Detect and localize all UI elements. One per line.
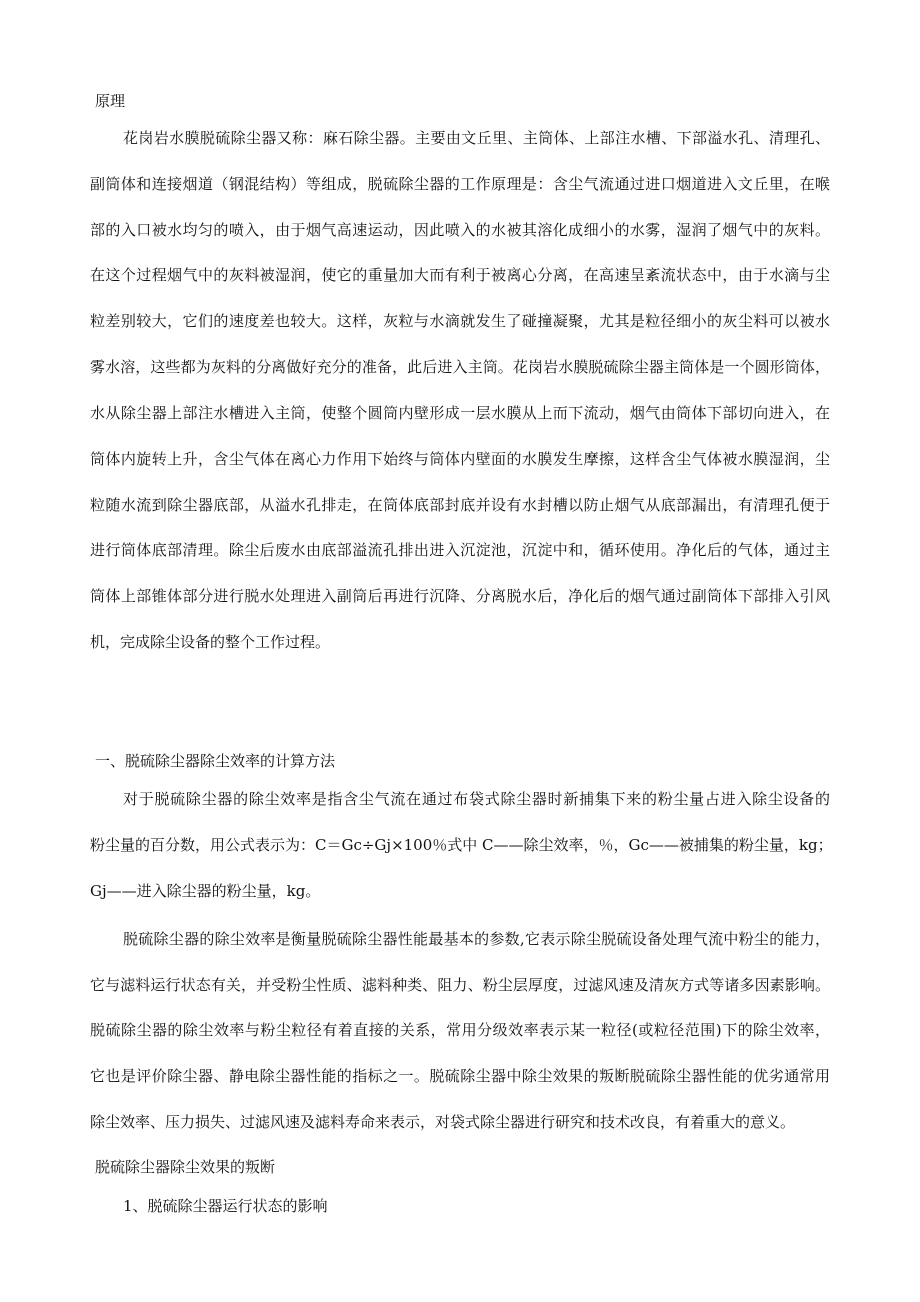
paragraph-line: 粒差别较大，它们的速度差也较大。这样，灰粒与水滴就发生了碰撞凝聚，尤其是粒径细小的灰尘料可以被水 (90, 312, 830, 330)
paragraph-line: 筒体内旋转上升，含尘气体在离心力作用下始终与筒体内壁面的水膜发生摩擦，这样含尘气体被水膜湿润，尘 (90, 450, 830, 468)
paragraph-line: 它与滤料运行状态有关，并受粉尘性质、滤料种类、阻力、粉尘层厚度，过滤风速及清灰方式等诸多因素影响。 (90, 976, 830, 994)
paragraph-line: Gj——进入除尘器的粉尘量，kg。 (90, 882, 321, 900)
paragraph-line: 粉尘量的百分数，用公式表示为：C＝Gc÷Gj×100％式中 C——除尘效率，％，Gc——被捕集的粉尘量，kg； (90, 836, 833, 854)
paragraph-line: 花岗岩水膜脱硫除尘器又称：麻石除尘器。主要由文丘里、主筒体、上部注水槽、下部溢水孔、清理孔、 (123, 129, 830, 147)
paragraph-line: 在这个过程烟气中的灰料被湿润，使它的重量加大而有利于被离心分离，在高速呈紊流状态中，由于水滴与尘 (90, 266, 830, 284)
paragraph-line: 水从除尘器上部注水槽进入主筒，使整个圆筒内壁形成一层水膜从上而下流动，烟气由筒体下部切向进入，在 (90, 404, 830, 422)
paragraph-line: 对于脱硫除尘器的除尘效率是指含尘气流在通过布袋式除尘器时新捕集下来的粉尘量占进入除尘设备的 (123, 790, 830, 808)
paragraph-line: 脱硫除尘器的除尘效率是衡量脱硫除尘器性能最基本的参数,它表示除尘脱硫设备处理气流中粉尘的能力， (123, 930, 830, 948)
paragraph-line: 机，完成除尘设备的整个工作过程。 (90, 633, 331, 651)
paragraph-line: 粒随水流到除尘器底部，从溢水孔排走，在筒体底部封底并设有水封槽以防止烟气从底部漏出，有清理孔便于 (90, 496, 830, 514)
paragraph-line: 筒体上部锥体部分进行脱水处理进入副筒后再进行沉降、分离脱水后，净化后的烟气通过副筒体下部排入引风 (90, 587, 830, 605)
paragraph-line: 进行筒体底部清理。除尘后废水由底部溢流孔排出进入沉淀池，沉淀中和，循环使用。净化后的气体，通过主 (90, 541, 830, 559)
paragraph-line: 除尘效率、压力损失、过滤风速及滤料寿命来表示，对袋式除尘器进行研究和技术改良，有着重大的意义。 (90, 1113, 796, 1131)
paragraph-line: 副筒体和连接烟道（钢混结构）等组成，脱硫除尘器的工作原理是：含尘气流通过进口烟道进入文丘里，在喉 (90, 175, 830, 193)
section-title-principle: 原理 (95, 92, 126, 110)
section-title-judgement: 脱硫除尘器除尘效果的叛断 (95, 1158, 276, 1176)
paragraph-line: 雾水溶，这些都为灰料的分离做好充分的准备，此后进入主筒。花岗岩水膜脱硫除尘器主筒体是一个圆形筒体， (90, 358, 830, 376)
paragraph-line: 脱硫除尘器的除尘效率与粉尘粒径有着直接的关系，常用分级效率表示某一粒径(或粒径范围)下的除尘效率， (90, 1021, 830, 1039)
section-title-efficiency: 一、脱硫除尘器除尘效率的计算方法 (95, 752, 336, 770)
paragraph-line: 部的入口被水均匀的喷入，由于烟气高速运动，因此喷入的水被其溶化成细小的水雾，湿润了烟气中的灰料。 (90, 221, 830, 239)
paragraph-line: 它也是评价除尘器、静电除尘器性能的指标之一。脱硫除尘器中除尘效果的叛断脱硫除尘器性能的优劣通常用 (90, 1067, 830, 1085)
list-item: 1、脱硫除尘器运行状态的影响 (123, 1197, 328, 1215)
